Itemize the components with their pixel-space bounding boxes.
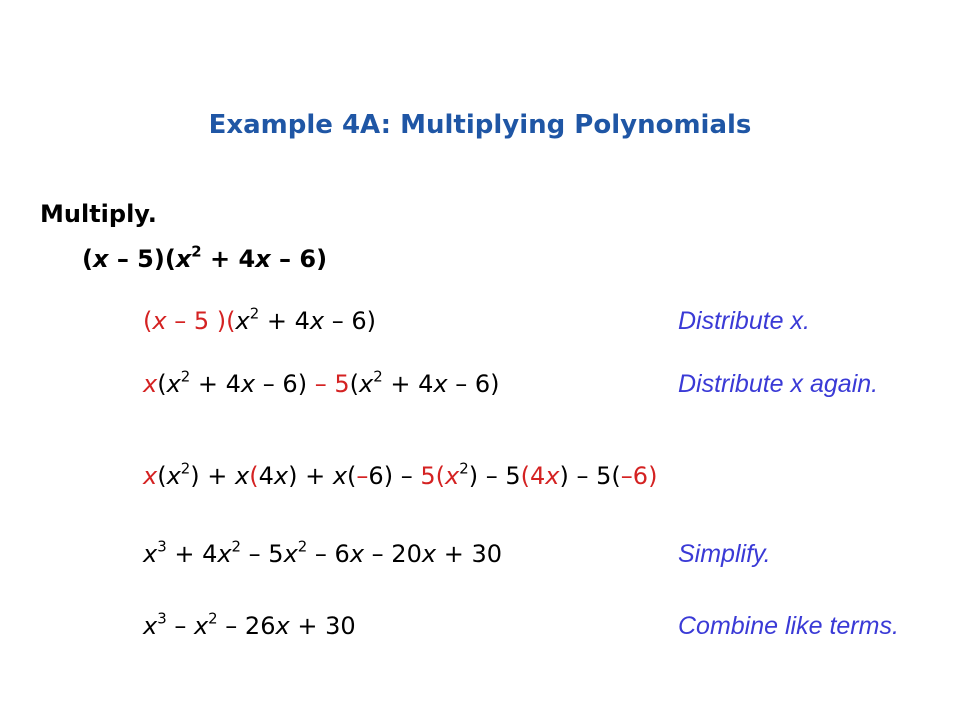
step-1-expression: (x – 5 )$(x^2 + 4x - 6)$ — [143, 304, 377, 335]
step-5-note: Combine like terms. — [678, 612, 899, 640]
instruction-label: Multiply. — [40, 200, 157, 228]
slide-title: Example 4A: Multiplying Polynomials — [208, 110, 752, 140]
step-2-expression: $x(x^2 + 4x - 6) - 5(x^2 + 4x - 6)$ — [143, 367, 500, 398]
step-1-note: Distribute x. — [678, 307, 810, 335]
step-5-expression: $x^3 - x^2 - 26x + 30$ — [143, 609, 356, 640]
step-2-note: Distribute x again. — [678, 370, 879, 398]
problem-expression: $(x - 5)(x^2 + 4x - 6)$ — [82, 242, 328, 273]
step-4-note: Simplify. — [678, 540, 771, 568]
step-4-expression: $x^3 + 4x^2 - 5x^2 - 6x - 20x + 30$ — [143, 537, 503, 568]
step-3-expression: $x(x^2) + x(4x) + x(-6) - 5(x^2) - 5(4x) - 5(-6)$ — [143, 459, 658, 490]
